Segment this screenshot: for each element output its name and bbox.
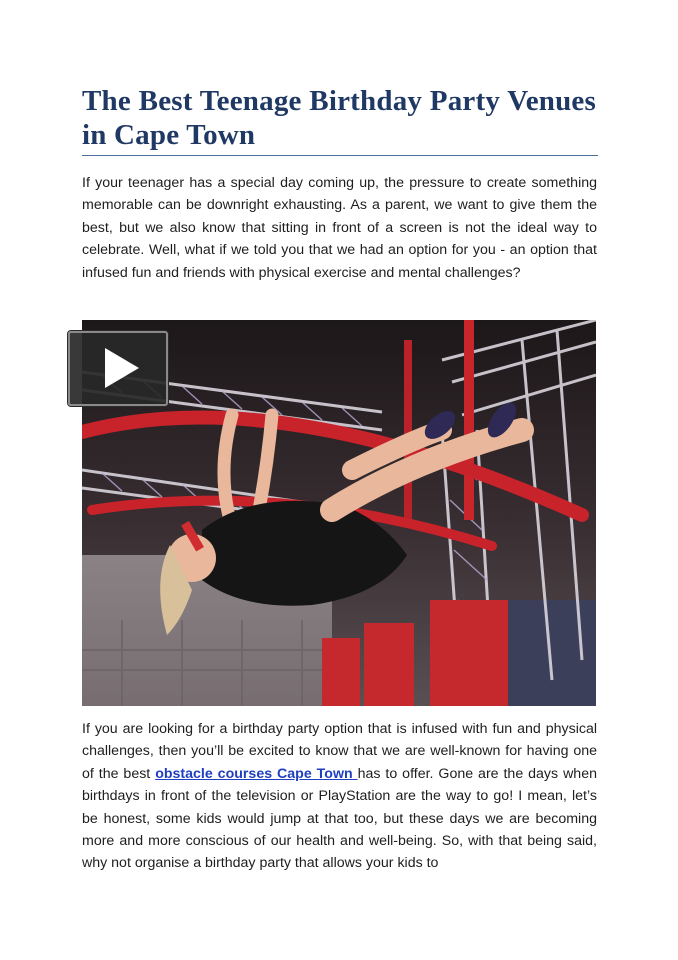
obstacle-courses-link[interactable]: obstacle courses Cape Town	[155, 765, 358, 782]
play-icon	[105, 348, 139, 388]
body-paragraph	[82, 718, 597, 875]
body-text-end: has to offer. Gone are the days when birthdays in front of the television or PlayStation are the way to go! I mean, let’s be honest, some kids would jump at that too, but these days we are becoming more and more conscious of our health and well-being. So, with that being said, why not organise a birthday party that allows your kids to	[82, 765, 597, 872]
page-title: The Best Teenage Birthday Party Venues in Cape Town	[82, 85, 596, 151]
title-divider	[82, 155, 598, 156]
body-text-start: If you are looking for a birthday party option that is infused with fun and physical challenges, then you’ll be excited to know that we are well-known for having one of the best	[82, 721, 597, 782]
intro-paragraph: If your teenager has a special day coming up, the pressure to create something memorable can be downright exhausting. As a parent, we want to give them the best, but we also know that sitting in front of a screen is not the ideal way to celebrate. Well, what if we told you that we had an option for you - an option that infused fun and friends with physical exercise and mental challenges?	[82, 175, 597, 281]
play-button[interactable]	[68, 331, 168, 406]
